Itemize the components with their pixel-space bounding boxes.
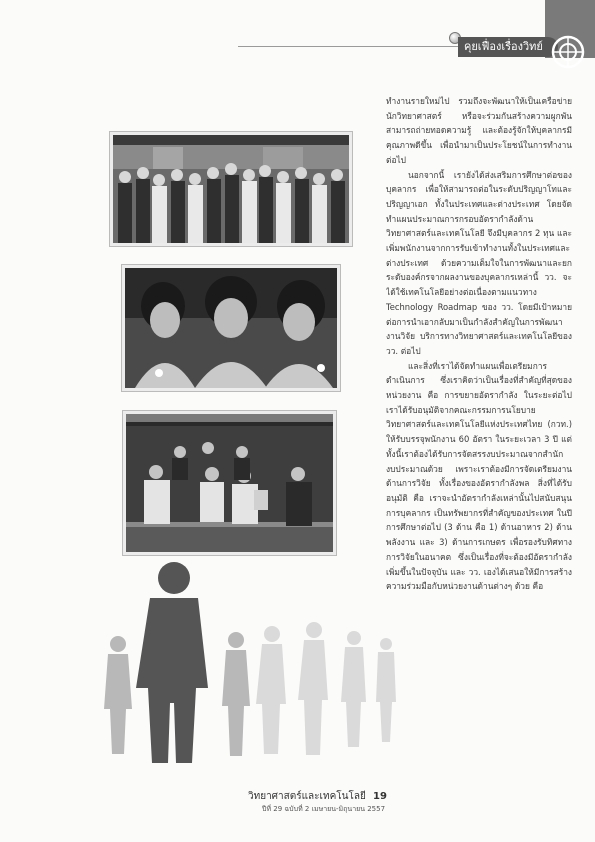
group-photo-seated: [123, 411, 336, 555]
article-paragraph-1: ทำงานรายใหม่ไป รวมถึงจะพัฒนาให้เป็นเครือข่ายนักวิทยาศาสตร์ หรือจะร่วมกันสร้างความผูกพัน สามารถถ่ายทอดความรู้ และต้องรู้จักให้บุคลากรมีคุณภาพดีขึ้น เพื่อนำมาเป็นประโยชน์ในการทำงานต่อไป: [386, 96, 572, 165]
article-body: [386, 94, 572, 744]
article-paragraph-2: นอกจากนี้ เรายังได้ส่งเสริมการศึกษาต่อของบุคลากร เพื่อให้สามารถต่อในระดับปริญญาโทและปริญญาเอก ทั้งในประเทศและต่างประเทศ โดยจัดทำแผนประมาณการกรอบอัตรากำลังด้านวิทยาศาสตร์และเทคโนโลยี จึงมีบุคลากร 2 ทุน และเพิ่มพนักงานจากการรับเข้าทำงานทั้งในประเทศและต่างประเทศ ด้วยความเต็มใจในการพัฒนาและยกระดับองค์กรจากผลงานของบุคลากรเหล่านี้ วว. จะได้ใช้เทคโนโลยีอย่างต่อเนื่องตามแนวทาง Technology Roadmap ของ วว. โดยมีเป้าหมายต่อการนำเอากลับมาเป็นกำลังสำคัญในการพัฒนางานวิจัย บริการทางวิทยาศาสตร์และเทคโนโลยีของ วว. ต่อไป: [386, 169, 572, 356]
magazine-title: วิทยาศาสตร์และเทคโนโลยี: [248, 791, 366, 802]
issue-info: ปีที่ 29 ฉบับที่ 2 เมษายน-มิถุนายน 2557: [262, 805, 386, 813]
target-icon: [550, 34, 586, 70]
people-silhouettes-graphic: [96, 548, 396, 763]
article-paragraph-3: และสิ่งที่เราได้จัดทำแผนเพื่อเตรียมการ ดำเนินการ ซึ่งเราคิดว่าเป็นเรื่องที่สำคัญที่สุดของหน่วยงาน คือ การขยายอัตรากำลัง ในระยะต่อไป เราได้รับอนุมัติจากคณะกรรมการนโยบายวิทยาศาสตร์และเทคโนโลยีแห่งประเทศไทย (กวท.) ให้รับบรรจุพนักงาน 60 อัตรา ในระยะเวลา 3 ปี แต่ทั้งนี้เราต้องได้รับการจัดสรรงบประมาณจากสำนักงบประมาณด้วย เพราะเราต้องมีการจัดเตรียมงานด้านการวิจัย ทั้งเรื่องของอัตรากำลังพล สิ่งที่ได้รับอนุมัติ คือ เราจะนำอัตรากำลังเหล่านั้นไปสนับสนุนการบุคลากร เป็นทรัพยากรที่สำคัญของประเทศ ในปีการศึกษาต่อไป (3 ด้าน คือ 1) ด้านอาหาร 2) ด้านพลังงาน และ 3) ด้านการเกษตร เพื่อรองรับทิศทางการวิจัยในอนาคต ซึ่งเป็นเรื่องที่จะต้องมีอัตรากำลังเพิ่มขึ้นในปัจจุบัน และ วว. เองได้เสนอให้มีการสร้างความร่วมมือกับหน่วยงานด้านต่างๆ ด้วย คือ: [386, 360, 572, 592]
group-photo-hall: [110, 132, 352, 246]
page-number: 19: [373, 791, 387, 802]
portrait-photo-three-women: [122, 265, 340, 391]
footer-magazine-line: [248, 789, 387, 804]
section-label: คุยเฟื่องเรื่องวิทย์: [458, 37, 558, 57]
